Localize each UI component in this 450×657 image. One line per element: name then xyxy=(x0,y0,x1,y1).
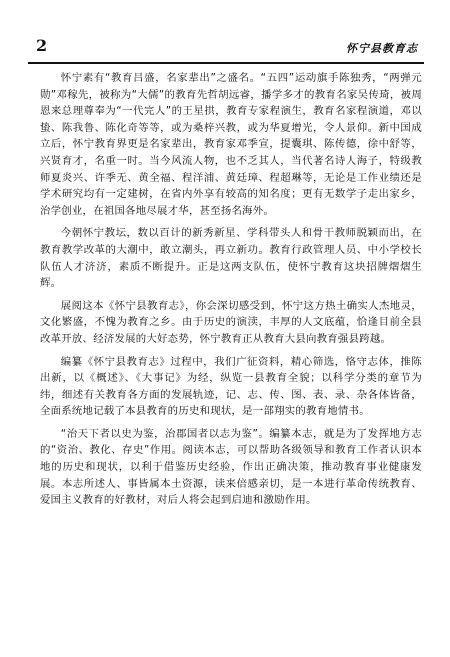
paragraph: 怀宁素有“教育吕盛，名家辈出”之盛名。“五四”运动旗手陈独秀，“两弹元勋”邓稼先，被称为“大儒”的教育先哲胡远睿，播学多才的教育名家吴传琦，被周恩来总理尊奉为“一代完人”的王星拱，教育专家程演生，教育名家程演道，邓以蛰、陈我鲁、陈化奇等等，或为桑梓兴教，或为华夏增光，令人景仰。新中国成立后，怀宁教育界更是名家辈出，教育家邓季宣，提囊琪、陈传德，徐中舒等，兴贤育才，名重一时。当今风流人物，也不乏其人，当代著名诗人海子，特级教师夏炎兴、许季无、黄全福、程洋浦、黄廷璋、程超琳等，无论是工作业绩还是学术研究均有一定建树，在省内外享有较高的知名度；更有无数学子走出家乡，治学创业，在祖国各地尽展才华，甚至扬名海外。 xyxy=(40,72,422,217)
page-number: 2 xyxy=(36,36,48,55)
page-header xyxy=(28,34,424,64)
running-title: 怀宁县教育志 xyxy=(346,42,418,55)
paragraph: 展阅这本《怀宁县教育志》，你会深切感受到，怀宁这方热土确实人杰地灵，文化繁盛，不愧为教育之乡。由于历史的演渎，丰厚的人文底蕴，恰逢目前全县改革开放、经济发展的大好态势，怀宁教育正从教育大县向教育强县跨越。 xyxy=(40,299,422,345)
header-rule xyxy=(28,62,424,64)
body-text xyxy=(40,70,422,515)
paragraph: “治天下者以史为鉴，治郡国者以志为鉴”。编纂本志，就是为了发挥地方志的“资治、教化、存史”作用。阅读本志，可以帮助各级领导和教育工作者认识本地的历史和现状，以利于借鉴历史经验，作出正确决策，推动教育事业健康发展。本志所述人、事皆属本土资源，读来倍感亲切，是一本进行革命传统教育、爱国主义教育的好教材，对后人将会起到启迪和激励作用。 xyxy=(40,427,422,507)
paragraph: 今朝怀宁教坛，数以百计的新秀新星、学科带头人和骨干教师脱颖而出，在教育教学改革的大潮中，敢立潮头，再立新功。教育行政管理人员、中小学校长队伍人才济济，素质不断提升。正是这两支队伍，使怀宁教育这块招牌熠熠生辉。 xyxy=(40,227,422,290)
paragraph: 编纂《怀宁县教育志》过程中，我们广征资料，精心筛选，恪守志体，推陈出新，以《概述》、《大事记》为经，纵览一县教育全貌；以科学分类的章节为纬，细述有关教育各方面的发展轨迹，记、志、传、图、表、录、杂各体皆备，全面系统地记载了本县教育的历史和现状，是一部翔实的教育地情书。 xyxy=(40,355,422,418)
